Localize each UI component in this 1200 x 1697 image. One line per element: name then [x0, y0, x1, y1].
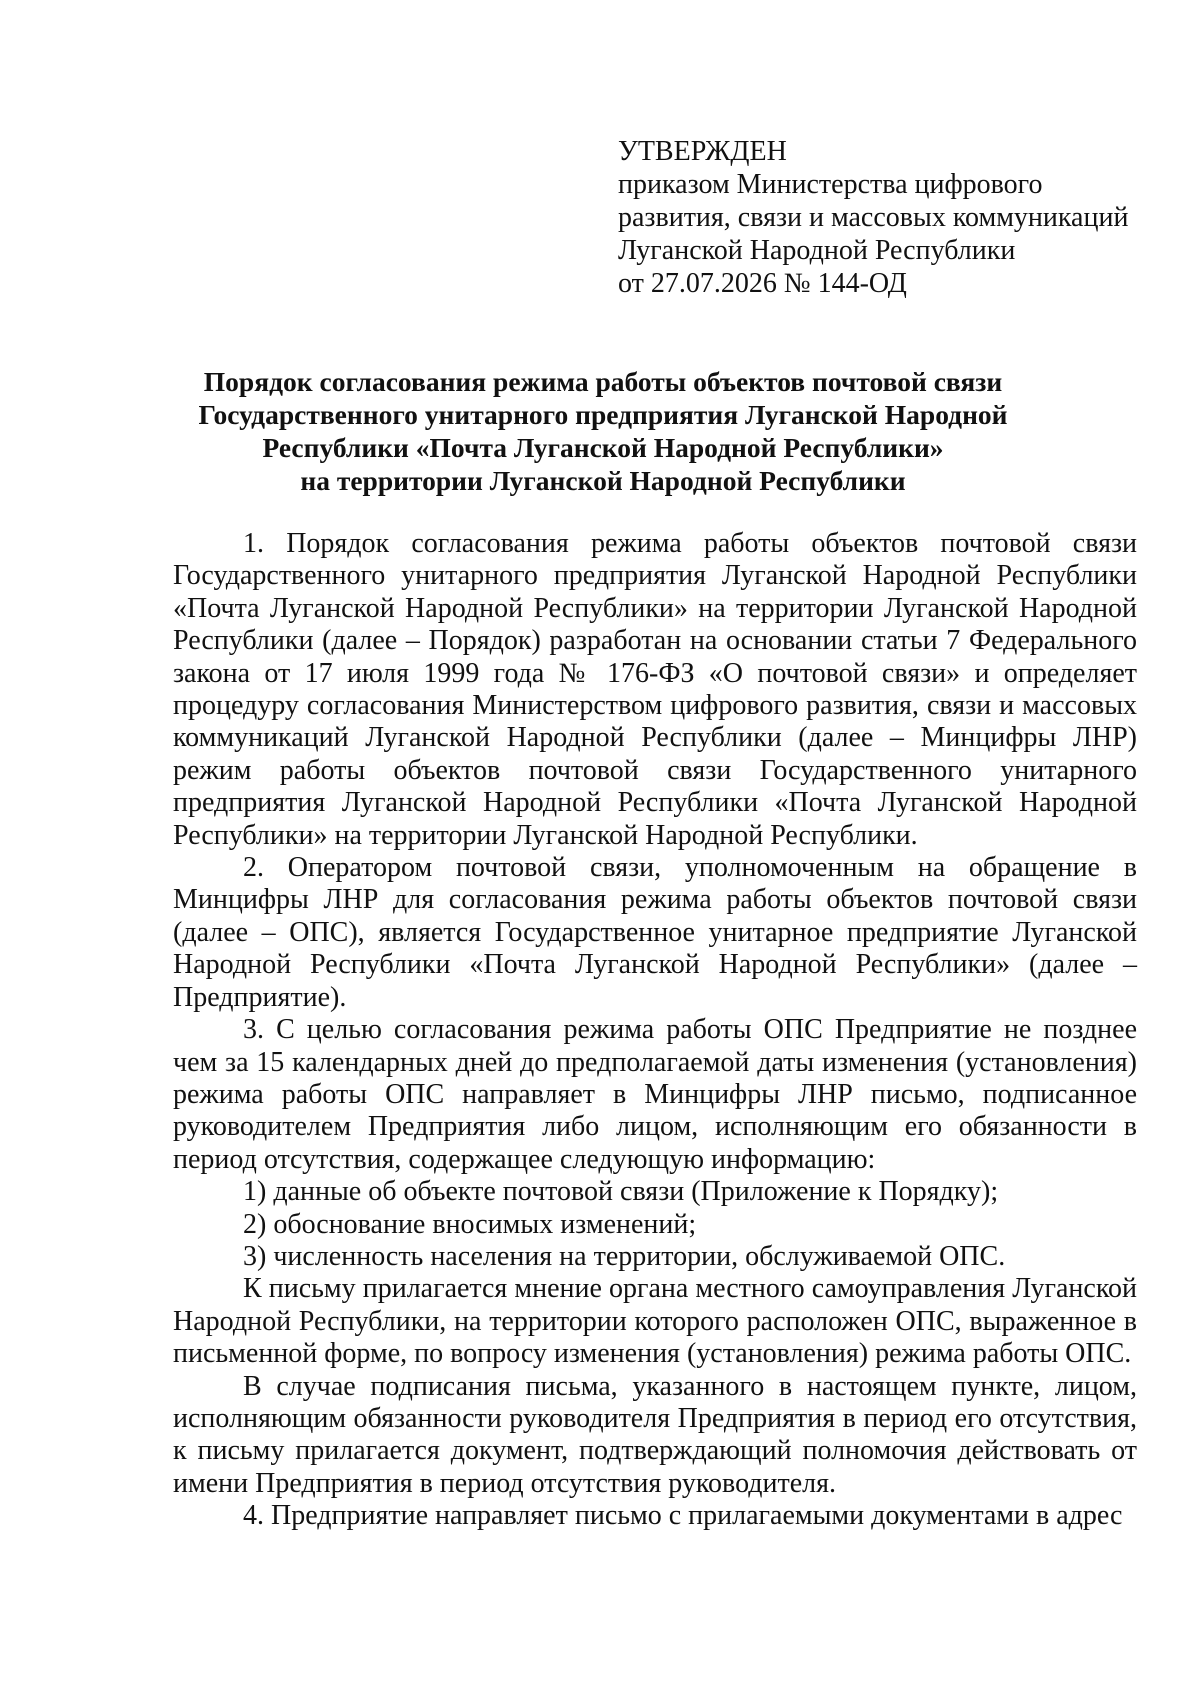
approval-heading: УТВЕРЖДЕН: [618, 136, 787, 167]
approval-stamp-block: [618, 135, 1128, 300]
paragraph-attachment: К письму прилагается мнение органа местного самоуправления Луганской Народной Республики, на территории которого расположен ОПС, выраженное в письменной форме, по вопросу изменения (установления) режима работы ОПС.: [173, 1273, 1137, 1370]
paragraph-4: 4. Предприятие направляет письмо с прилагаемыми документами в адрес: [243, 1500, 1123, 1532]
paragraph-2: 2. Оператором почтовой связи, уполномоченным на обращение в Минцифры ЛНР для согласования режима работы объектов почтовой связи (далее – ОПС), является Государственное унитарное предприятие Луганской Народной Республики «Почта Луганской Народной Республики» (далее – Предприятие).: [173, 852, 1137, 1013]
paragraph-3: 3. С целью согласования режима работы ОПС Предприятие не позднее чем за 15 календарных дней до предполагаемой даты изменения (установления) режима работы ОПС направляет в Минцифры ЛНР письмо, подписанное руководителем Предприятия либо лицом, исполняющим его обязанности в период отсутствия, содержащее следующую информацию:: [173, 1014, 1137, 1175]
list-item-2: 2) обоснование вносимых изменений;: [243, 1208, 697, 1240]
title-line-4: на территории Луганской Народной Республики: [300, 465, 906, 496]
paragraph-1: 1. Порядок согласования режима работы объектов почтовой связи Государственного унитарного предприятия Луганской Народной Республики «Почта Луганской Народной Республики» на территории Луганской Народной Республики (далее – Порядок) разработан на основании статьи 7 Федерального закона от 17 июля 1999 года № 176-ФЗ «О почтовой связи» и определяет процедуру согласования Министерством цифрового развития, связи и массовых коммуникаций Луганской Народной Республики (далее – Минцифры ЛНР) режим работы объектов почтовой связи Государственного унитарного предприятия Луганской Народной Республики «Почта Луганской Народной Республики» на территории Луганской Народной Республики.: [173, 528, 1137, 851]
paragraph-signature-case: В случае подписания письма, указанного в настоящем пункте, лицом, исполняющим обязанности руководителя Предприятия в период его отсутствия, к письму прилагается документ, подтверждающий полномочия действовать от имени Предприятия в период отсутствия руководителя.: [173, 1370, 1137, 1499]
title-line-3: Республики «Почта Луганской Народной Республики»: [262, 432, 944, 463]
approval-line-3: Луганской Народной Республики: [618, 235, 1016, 266]
approval-line-2: развития, связи и массовых коммуникаций: [618, 202, 1129, 233]
document-body: [173, 528, 1137, 1533]
title-line-1: Порядок согласования режима работы объектов почтовой связи: [203, 366, 1003, 397]
approval-line-4: от 27.07.2026 № 144-ОД: [618, 268, 907, 299]
list-item-1: 1) данные об объекте почтовой связи (Приложение к Порядку);: [243, 1176, 999, 1208]
title-line-2: Государственного унитарного предприятия Луганской Народной: [198, 399, 1008, 430]
document-title: [172, 365, 1034, 497]
list-item-3: 3) численность населения на территории, обслуживаемой ОПС.: [243, 1240, 1006, 1272]
approval-line-1: приказом Министерства цифрового: [618, 169, 1043, 200]
